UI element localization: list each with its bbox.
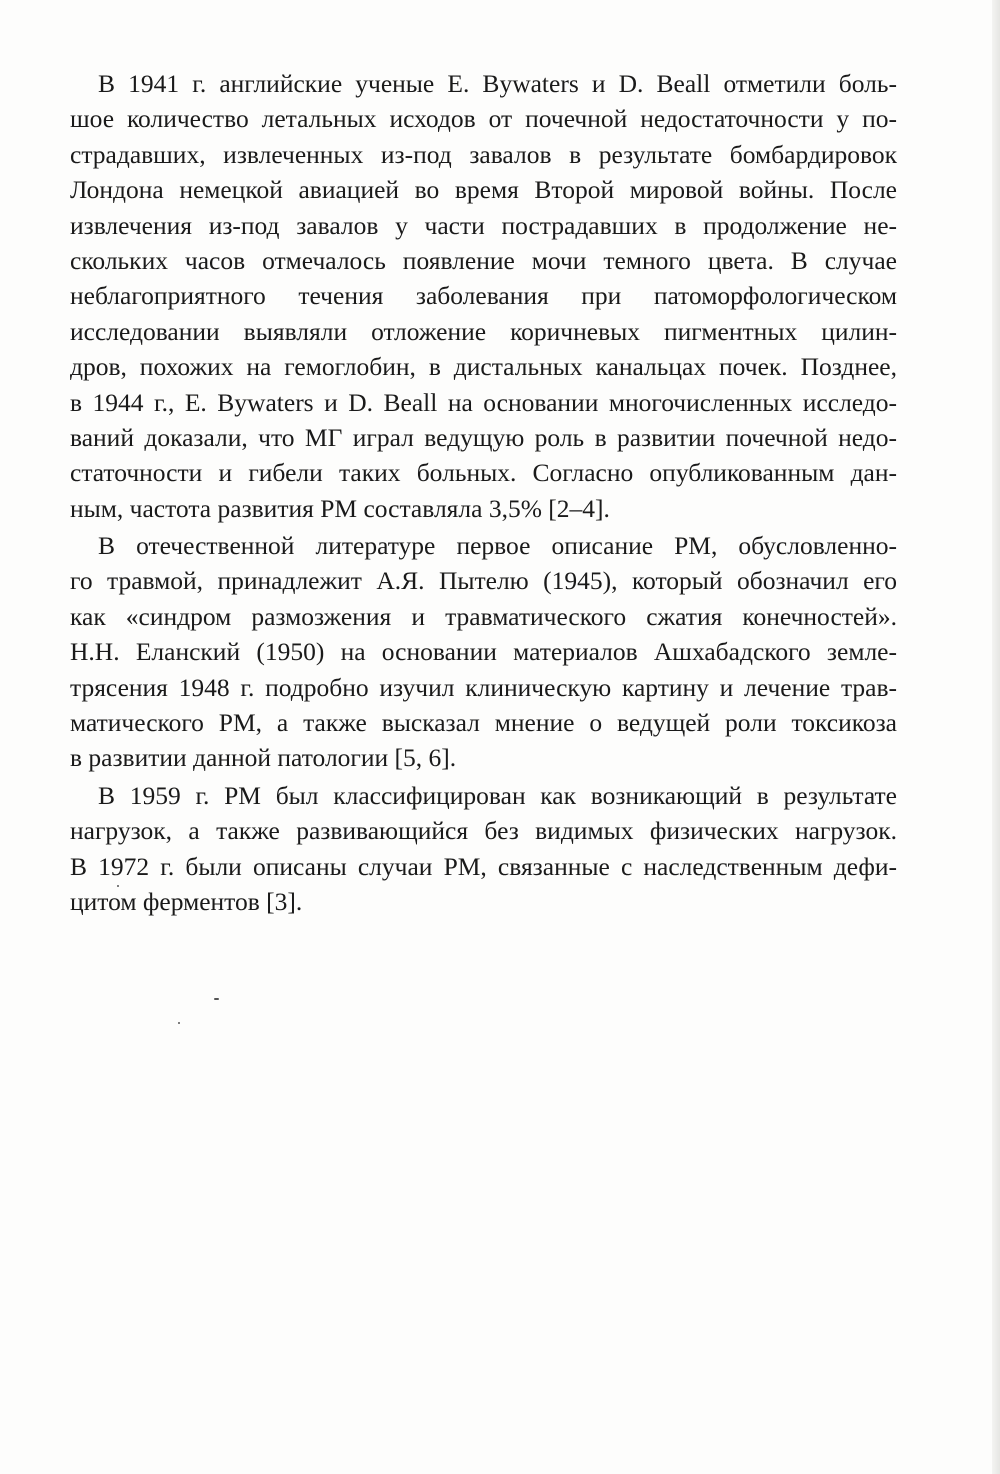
scan-speck xyxy=(178,1022,180,1024)
paragraph-1 xyxy=(70,66,897,526)
text-line: В отечественной литературе первое описание РМ, обусловленно- xyxy=(98,531,897,561)
scan-speck xyxy=(214,998,219,1000)
body-text xyxy=(70,66,897,921)
scan-speck xyxy=(117,885,119,887)
text-line: в развитии данной патологии [5, 6]. xyxy=(70,743,457,773)
text-line: шое количество летальных исходов от почечной недостаточности у по- xyxy=(70,104,897,134)
paragraph-2 xyxy=(70,528,897,776)
text-line: извлечения из-под завалов у части пострадавших в продолжение не- xyxy=(70,210,897,240)
text-line: как «синдром размозжения и травматического сжатия конечностей». xyxy=(70,601,897,631)
text-line: трясения 1948 г. подробно изучил клиническую картину и лечение трав- xyxy=(70,672,897,702)
text-line: в 1944 г., E. Bywaters и D. Beall на основании многочисленных исследо- xyxy=(70,387,897,417)
text-line: ваний доказали, что МГ играл ведущую роль в развитии почечной недо- xyxy=(70,422,897,452)
text-line: Н.Н. Еланский (1950) на основании материалов Ашхабадского земле- xyxy=(70,637,897,667)
text-line: скольких часов отмечалось появление мочи темного цвета. В случае xyxy=(70,245,897,275)
text-line: В 1941 г. английские ученые E. Bywaters и D. Beall отметили боль- xyxy=(98,69,897,98)
text-line: неблагоприятного течения заболевания при патоморфологическом xyxy=(70,281,897,311)
text-line: исследовании выявляли отложение коричневых пигментных цилин- xyxy=(70,316,897,346)
text-line: В 1959 г. РМ был классифицирован как возникающий в результате xyxy=(98,780,897,810)
text-line: матического РМ, а также высказал мнение о ведущей роли токсикоза xyxy=(70,708,897,738)
text-line: статочности и гибели таких больных. Согласно опубликованным дан- xyxy=(70,458,897,488)
text-line: ным, частота развития РМ составляла 3,5% [2–4]. xyxy=(70,493,610,523)
paragraph-3 xyxy=(70,778,897,920)
text-line: В 1972 г. были описаны случаи РМ, связанные с наследственным дефи- xyxy=(70,851,897,881)
text-line: дров, похожих на гемоглобин, в дистальных канальцах почек. Позднее, xyxy=(70,352,897,382)
page-edge xyxy=(992,0,1000,1474)
text-line: страдавших, извлеченных из-под завалов в результате бомбардировок xyxy=(70,139,897,169)
text-line: Лондона немецкой авиацией во время Второй мировой войны. После xyxy=(70,175,897,205)
text-line: нагрузок, а также развивающийся без видимых физических нагрузок. xyxy=(70,816,897,846)
text-line: го травмой, принадлежит А.Я. Пытелю (1945), который обозначил его xyxy=(70,566,897,596)
text-line: цитом ферментов [3]. xyxy=(70,886,303,916)
